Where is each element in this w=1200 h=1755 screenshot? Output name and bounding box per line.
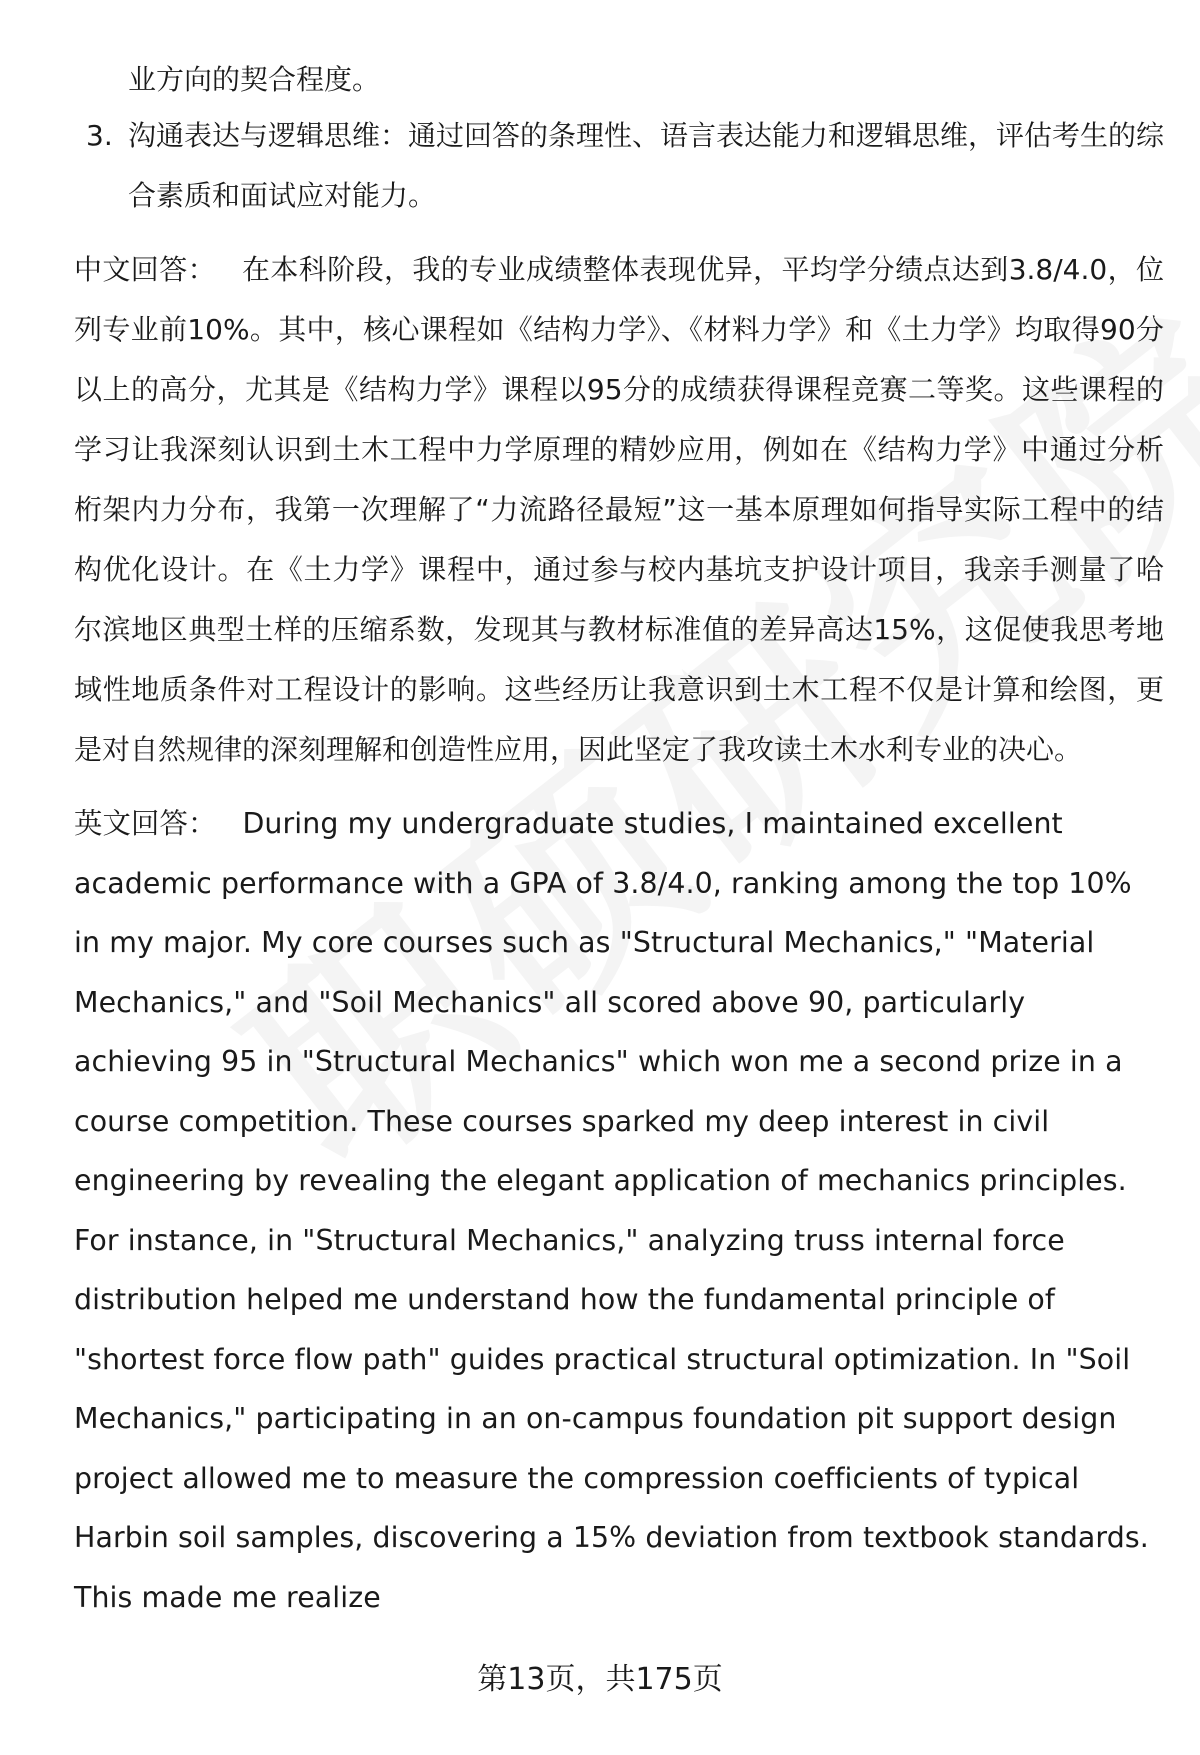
page-content — [74, 54, 1164, 1627]
english-answer-paragraph — [74, 794, 1164, 1627]
list-item-text: 沟通表达与逻辑思维：通过回答的条理性、语言表达能力和逻辑思维，评估考生的综合素质和面试应对能力。 — [128, 119, 1165, 212]
continuation-line: 业方向的契合程度。 — [128, 63, 381, 96]
list-item-number: 3. — [86, 119, 113, 152]
chinese-answer-text: 在本科阶段，我的专业成绩整体表现优异，平均学分绩点达到3.8/4.0，位列专业前10%。其中，核心课程如《结构力学》、《材料力学》和《土力学》均取得90分以上的高分，尤其是《结构力学》课程以95分的成绩获得课程竞赛二等奖。这些课程的学习让我深刻认识到土木工程中力学原理的精妙应用，例如在《结构力学》中通过分析桁架内力分布，我第一次理解了“力流路径最短”这一基本原理如何指导实际工程中的结构优化设计。在《土力学》课程中，通过参与校内基坑支护设计项目，我亲手测量了哈尔滨地区典型土样的压缩系数，发现其与教材标准值的差异高达15%，这促使我思考地域性地质条件对工程设计的影响。这些经历让我意识到土木工程不仅是计算和绘图，更是对自然规律的深刻理解和创造性应用，因此坚定了我攻读土木水利专业的决心。 — [74, 253, 1164, 766]
english-answer-text: During my undergraduate studies, I maintained excellent academic performance with a GPA of 3.8/4.0, ranking among the top 10% in my major. My core courses such as "Structural Mechanics," "Material Mechanics," and "Soil Mechanics" all scored above 90, particularly achieving 95 in "Structural Mechanics" which won me a second prize in a course competition. These courses sparked my deep interest in civil engineering by revealing the elegant application of mechanics principles. For instance, in "Structural Mechanics," analyzing truss internal force distribution helped me understand how the fundamental principle of "shortest force flow path" guides practical structural optimization. In "Soil Mechanics," participating in an on-campus foundation pit support design project allowed me to measure the compression coefficients of typical Harbin soil samples, discovering a 15% deviation from textbook standards. This made me realize — [74, 807, 1149, 1614]
chinese-answer-label: 中文回答： — [74, 253, 216, 286]
page-number-footer: 第13页，共175页 — [477, 1662, 723, 1697]
english-answer-label: 英文回答： — [74, 807, 217, 840]
list-item — [74, 106, 1164, 226]
chinese-answer-paragraph — [74, 240, 1164, 780]
